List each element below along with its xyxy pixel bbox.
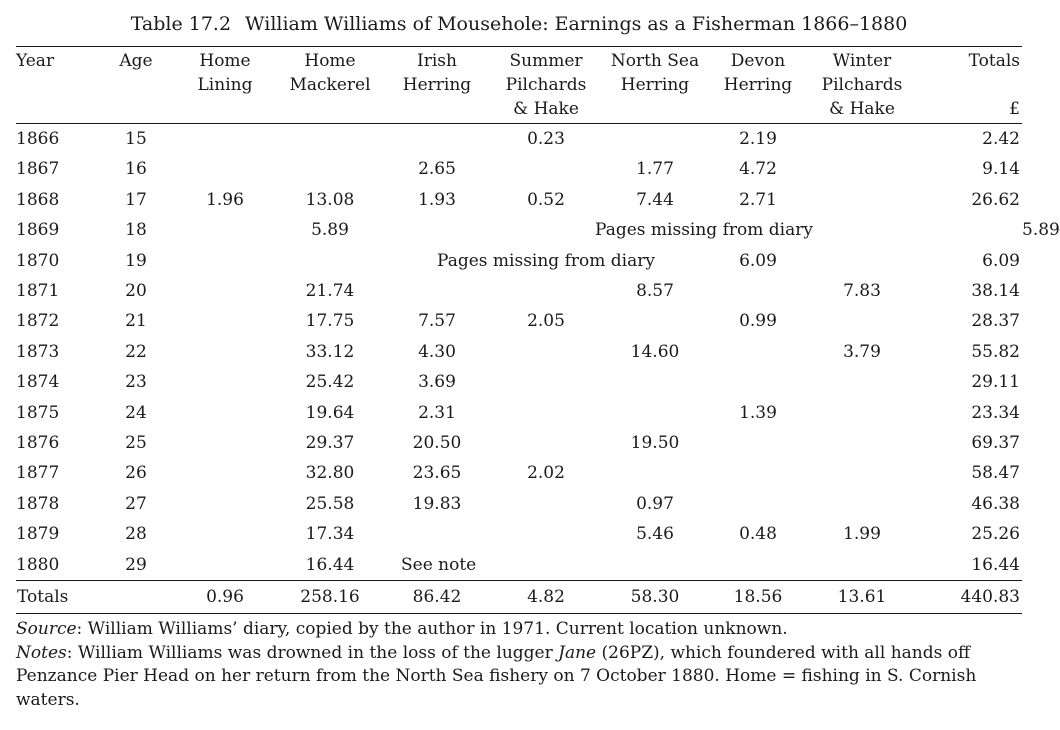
cell-summer-pilchards	[491, 489, 601, 519]
col-header-summer-pilchards: Summer Pilchards & Hake	[505, 51, 587, 119]
cell-year: 1880	[16, 554, 60, 575]
cell-missing-note: Pages missing from diary	[595, 220, 813, 241]
cell-home-lining	[173, 246, 277, 276]
cell-home-lining	[173, 550, 277, 581]
cell-home-mackerel: 16.44	[305, 554, 355, 575]
cell-age: 26	[125, 463, 147, 484]
cell-summer-pilchards: 0.23	[527, 129, 565, 149]
cell-summer-pilchards	[491, 519, 601, 549]
table-row	[16, 246, 1022, 276]
cell-home-mackerel: 21.74	[305, 281, 355, 302]
cell-winter-pilchards	[807, 306, 917, 336]
cell-devon-herring	[709, 337, 807, 367]
table-row	[16, 154, 1022, 184]
totals-age	[99, 581, 173, 614]
cell-total: 9.14	[982, 159, 1020, 180]
cell-winter-pilchards	[807, 550, 917, 581]
cell-total: 23.34	[971, 402, 1020, 423]
cell-total: 25.26	[971, 524, 1020, 545]
cell-devon-herring: 0.48	[739, 524, 777, 545]
header-row	[16, 47, 1022, 124]
cell-age: 15	[125, 129, 147, 149]
cell-age: 17	[125, 189, 147, 210]
cell-winter-pilchards	[807, 367, 917, 397]
cell-irish-herring	[383, 519, 491, 549]
cell-age: 20	[125, 281, 147, 302]
cell-north-sea-herring: 0.97	[636, 493, 674, 514]
cell-devon-herring: 6.09	[739, 250, 777, 271]
cell-home-lining	[173, 458, 277, 488]
table-row	[16, 367, 1022, 397]
totals-label: Totals	[16, 581, 99, 614]
cell-home-lining	[173, 215, 277, 245]
cell-year: 1866	[16, 129, 60, 149]
cell-winter-pilchards	[807, 489, 917, 519]
cell-devon-herring: 0.99	[739, 311, 777, 332]
cell-home-mackerel: 13.08	[305, 189, 355, 210]
cell-winter-pilchards	[807, 428, 917, 458]
cell-devon-herring	[709, 489, 807, 519]
cell-year: 1872	[16, 311, 60, 332]
total-north-sea-herring: 58.30	[601, 581, 709, 614]
cell-home-lining	[173, 428, 277, 458]
cell-age: 19	[125, 250, 147, 271]
cell-age: 24	[125, 402, 147, 423]
cell-irish-herring: 7.57	[418, 311, 456, 332]
cell-summer-pilchards	[491, 337, 601, 367]
cell-home-mackerel: 25.58	[305, 493, 355, 514]
cell-summer-pilchards: 0.52	[527, 189, 565, 210]
cell-irish-herring: 1.93	[418, 189, 456, 210]
cell-home-lining	[173, 489, 277, 519]
cell-home-mackerel: 17.34	[305, 524, 355, 545]
cell-irish-herring: 3.69	[418, 372, 456, 393]
cell-summer-pilchards	[491, 398, 601, 428]
col-header-north-sea-herring: North Sea Herring	[610, 51, 700, 95]
table-row	[16, 398, 1022, 428]
cell-age: 25	[125, 433, 147, 454]
cell-summer-pilchards: 2.05	[527, 311, 565, 332]
cell-summer-pilchards: 2.02	[527, 463, 565, 484]
cell-total: 29.11	[971, 372, 1020, 393]
cell-see-note: See note	[401, 554, 477, 575]
cell-total: 28.37	[971, 311, 1020, 332]
cell-home-lining	[173, 519, 277, 549]
cell-home-mackerel	[277, 124, 383, 154]
table-row	[16, 458, 1022, 488]
cell-irish-herring	[383, 124, 491, 154]
cell-devon-herring	[709, 367, 807, 397]
cell-home-mackerel: 19.64	[305, 402, 355, 423]
cell-year: 1871	[16, 281, 60, 302]
cell-winter-pilchards	[917, 215, 1022, 245]
cell-summer-pilchards	[491, 154, 601, 184]
cell-winter-pilchards: 1.99	[843, 524, 881, 545]
pound-sign: £	[1009, 99, 1020, 119]
cell-total: 26.62	[971, 189, 1020, 210]
cell-irish-herring	[383, 276, 491, 306]
cell-devon-herring	[709, 550, 807, 581]
col-header-age: Age	[119, 51, 153, 71]
cell-devon-herring: 2.19	[739, 129, 777, 149]
cell-missing-note: Pages missing from diary	[437, 250, 655, 271]
cell-summer-pilchards	[491, 367, 601, 397]
cell-home-lining	[173, 276, 277, 306]
cell-irish-herring: 23.65	[412, 463, 462, 484]
earnings-table	[16, 47, 1060, 614]
cell-devon-herring: 1.39	[739, 402, 777, 423]
col-header-home-mackerel: Home Mackerel	[289, 51, 371, 95]
cell-age: 29	[125, 554, 147, 575]
cell-summer-pilchards	[491, 276, 601, 306]
cell-irish-herring: 19.83	[412, 493, 462, 514]
cell-irish-herring: 2.65	[418, 159, 456, 180]
cell-total: 6.09	[982, 250, 1020, 271]
total-summer-pilchards: 4.82	[491, 581, 601, 614]
cell-winter-pilchards	[807, 398, 917, 428]
cell-irish-herring: 2.31	[418, 402, 456, 423]
cell-devon-herring	[709, 428, 807, 458]
total-devon-herring: 18.56	[709, 581, 807, 614]
cell-total: 55.82	[971, 341, 1020, 362]
cell-home-mackerel: 32.80	[305, 463, 355, 484]
cell-year: 1878	[16, 493, 60, 514]
table-row	[16, 550, 1022, 581]
cell-irish-herring	[383, 215, 491, 245]
cell-home-lining	[173, 337, 277, 367]
cell-home-mackerel	[277, 246, 383, 276]
table-row	[16, 306, 1022, 336]
cell-year: 1874	[16, 372, 60, 393]
cell-total: 2.42	[982, 129, 1020, 149]
table-row	[16, 337, 1022, 367]
cell-north-sea-herring: 7.44	[636, 189, 674, 210]
cell-total: 16.44	[971, 554, 1020, 575]
cell-year: 1876	[16, 433, 60, 454]
table-row	[16, 519, 1022, 549]
table-row: 1869 18 5.89 Pages missing from diary 5.89	[16, 215, 1022, 245]
cell-home-mackerel: 29.37	[305, 433, 355, 454]
col-header-winter-pilchards: Winter Pilchards & Hake	[821, 51, 903, 119]
col-header-year: Year	[16, 51, 55, 71]
total-irish-herring: 86.42	[383, 581, 491, 614]
vessel-name: Jane	[558, 642, 597, 663]
cell-home-lining	[173, 306, 277, 336]
cell-year: 1877	[16, 463, 60, 484]
cell-irish-herring: 4.30	[418, 341, 456, 362]
cell-winter-pilchards	[807, 246, 917, 276]
cell-winter-pilchards	[807, 458, 917, 488]
cell-north-sea-herring: 14.60	[630, 341, 680, 362]
cell-winter-pilchards: 3.79	[843, 341, 881, 362]
cell-home-lining	[173, 154, 277, 184]
table-notes	[16, 618, 1022, 712]
cell-age: 27	[125, 493, 147, 514]
cell-year: 1869	[16, 220, 60, 241]
source-note: Source: William Williams’ diary, copied by the author in 1971. Current location unknown.	[16, 619, 788, 640]
cell-north-sea-herring	[601, 306, 709, 336]
table-caption: William Williams of Mousehole: Earnings as a Fisherman 1866–1880	[245, 13, 908, 35]
cell-devon-herring: 2.71	[739, 189, 777, 210]
cell-north-sea-herring	[601, 367, 709, 397]
cell-age: 18	[125, 220, 147, 241]
cell-year: 1873	[16, 341, 60, 362]
table-body	[16, 124, 1060, 581]
col-header-devon-herring: Devon Herring	[723, 51, 793, 95]
cell-age: 28	[125, 524, 147, 545]
table-row	[16, 185, 1022, 215]
total-home-mackerel: 258.16	[277, 581, 383, 614]
cell-home-lining	[173, 124, 277, 154]
cell-year: 1875	[16, 402, 60, 423]
cell-year: 1879	[16, 524, 60, 545]
total-winter-pilchards: 13.61	[807, 581, 917, 614]
cell-winter-pilchards	[807, 185, 917, 215]
cell-home-mackerel: 17.75	[305, 311, 355, 332]
cell-year: 1870	[16, 250, 60, 271]
grand-total: 440.83	[917, 581, 1022, 614]
table-row	[16, 276, 1022, 306]
totals-row	[16, 581, 1022, 614]
cell-age: 23	[125, 372, 147, 393]
cell-devon-herring	[709, 458, 807, 488]
cell-winter-pilchards	[807, 154, 917, 184]
cell-home-lining	[173, 367, 277, 397]
cell-north-sea-herring: 8.57	[636, 281, 674, 302]
cell-winter-pilchards: 7.83	[843, 281, 881, 302]
cell-devon-herring: 4.72	[739, 159, 777, 180]
table-row	[16, 124, 1022, 154]
cell-north-sea-herring: 19.50	[630, 433, 680, 454]
cell-age: 22	[125, 341, 147, 362]
cell-north-sea-herring	[601, 458, 709, 488]
cell-year: 1867	[16, 159, 60, 180]
document-page	[16, 0, 1060, 712]
cell-total: 58.47	[971, 463, 1020, 484]
cell-home-lining: 1.96	[206, 189, 244, 210]
notes-text: Notes: William Williams was drowned in the loss of the lugger Jane (26PZ), which foundered with all hands off Penzance Pier Head on her return from the North Sea fishery on 7 October 1880. Home = fishing in S. Cornish waters.	[16, 642, 977, 710]
total-home-lining: 0.96	[173, 581, 277, 614]
cell-north-sea-herring	[601, 124, 709, 154]
cell-home-mackerel: 33.12	[305, 341, 355, 362]
cell-year: 1868	[16, 189, 60, 210]
cell-total: 46.38	[971, 493, 1020, 514]
table-title	[16, 0, 1022, 38]
cell-north-sea-herring: 1.77	[636, 159, 674, 180]
cell-total: 69.37	[971, 433, 1020, 454]
col-header-totals: Totals £	[917, 47, 1022, 124]
cell-irish-herring: 20.50	[412, 433, 462, 454]
cell-age: 16	[125, 159, 147, 180]
cell-north-sea-herring	[601, 550, 709, 581]
cell-total: 38.14	[971, 281, 1020, 302]
table-row	[16, 428, 1022, 458]
cell-summer-pilchards	[491, 428, 601, 458]
cell-home-mackerel	[277, 154, 383, 184]
cell-age: 21	[125, 311, 147, 332]
cell-home-mackerel: 5.89	[311, 220, 349, 241]
col-header-home-lining: Home Lining	[197, 51, 253, 95]
table-number: Table 17.2	[130, 13, 232, 35]
cell-winter-pilchards	[807, 124, 917, 154]
cell-home-lining	[173, 398, 277, 428]
table-row	[16, 489, 1022, 519]
cell-home-mackerel: 25.42	[305, 372, 355, 393]
col-header-irish-herring: Irish Herring	[402, 51, 472, 95]
cell-north-sea-herring: 5.46	[636, 524, 674, 545]
cell-devon-herring	[709, 276, 807, 306]
cell-north-sea-herring	[601, 398, 709, 428]
